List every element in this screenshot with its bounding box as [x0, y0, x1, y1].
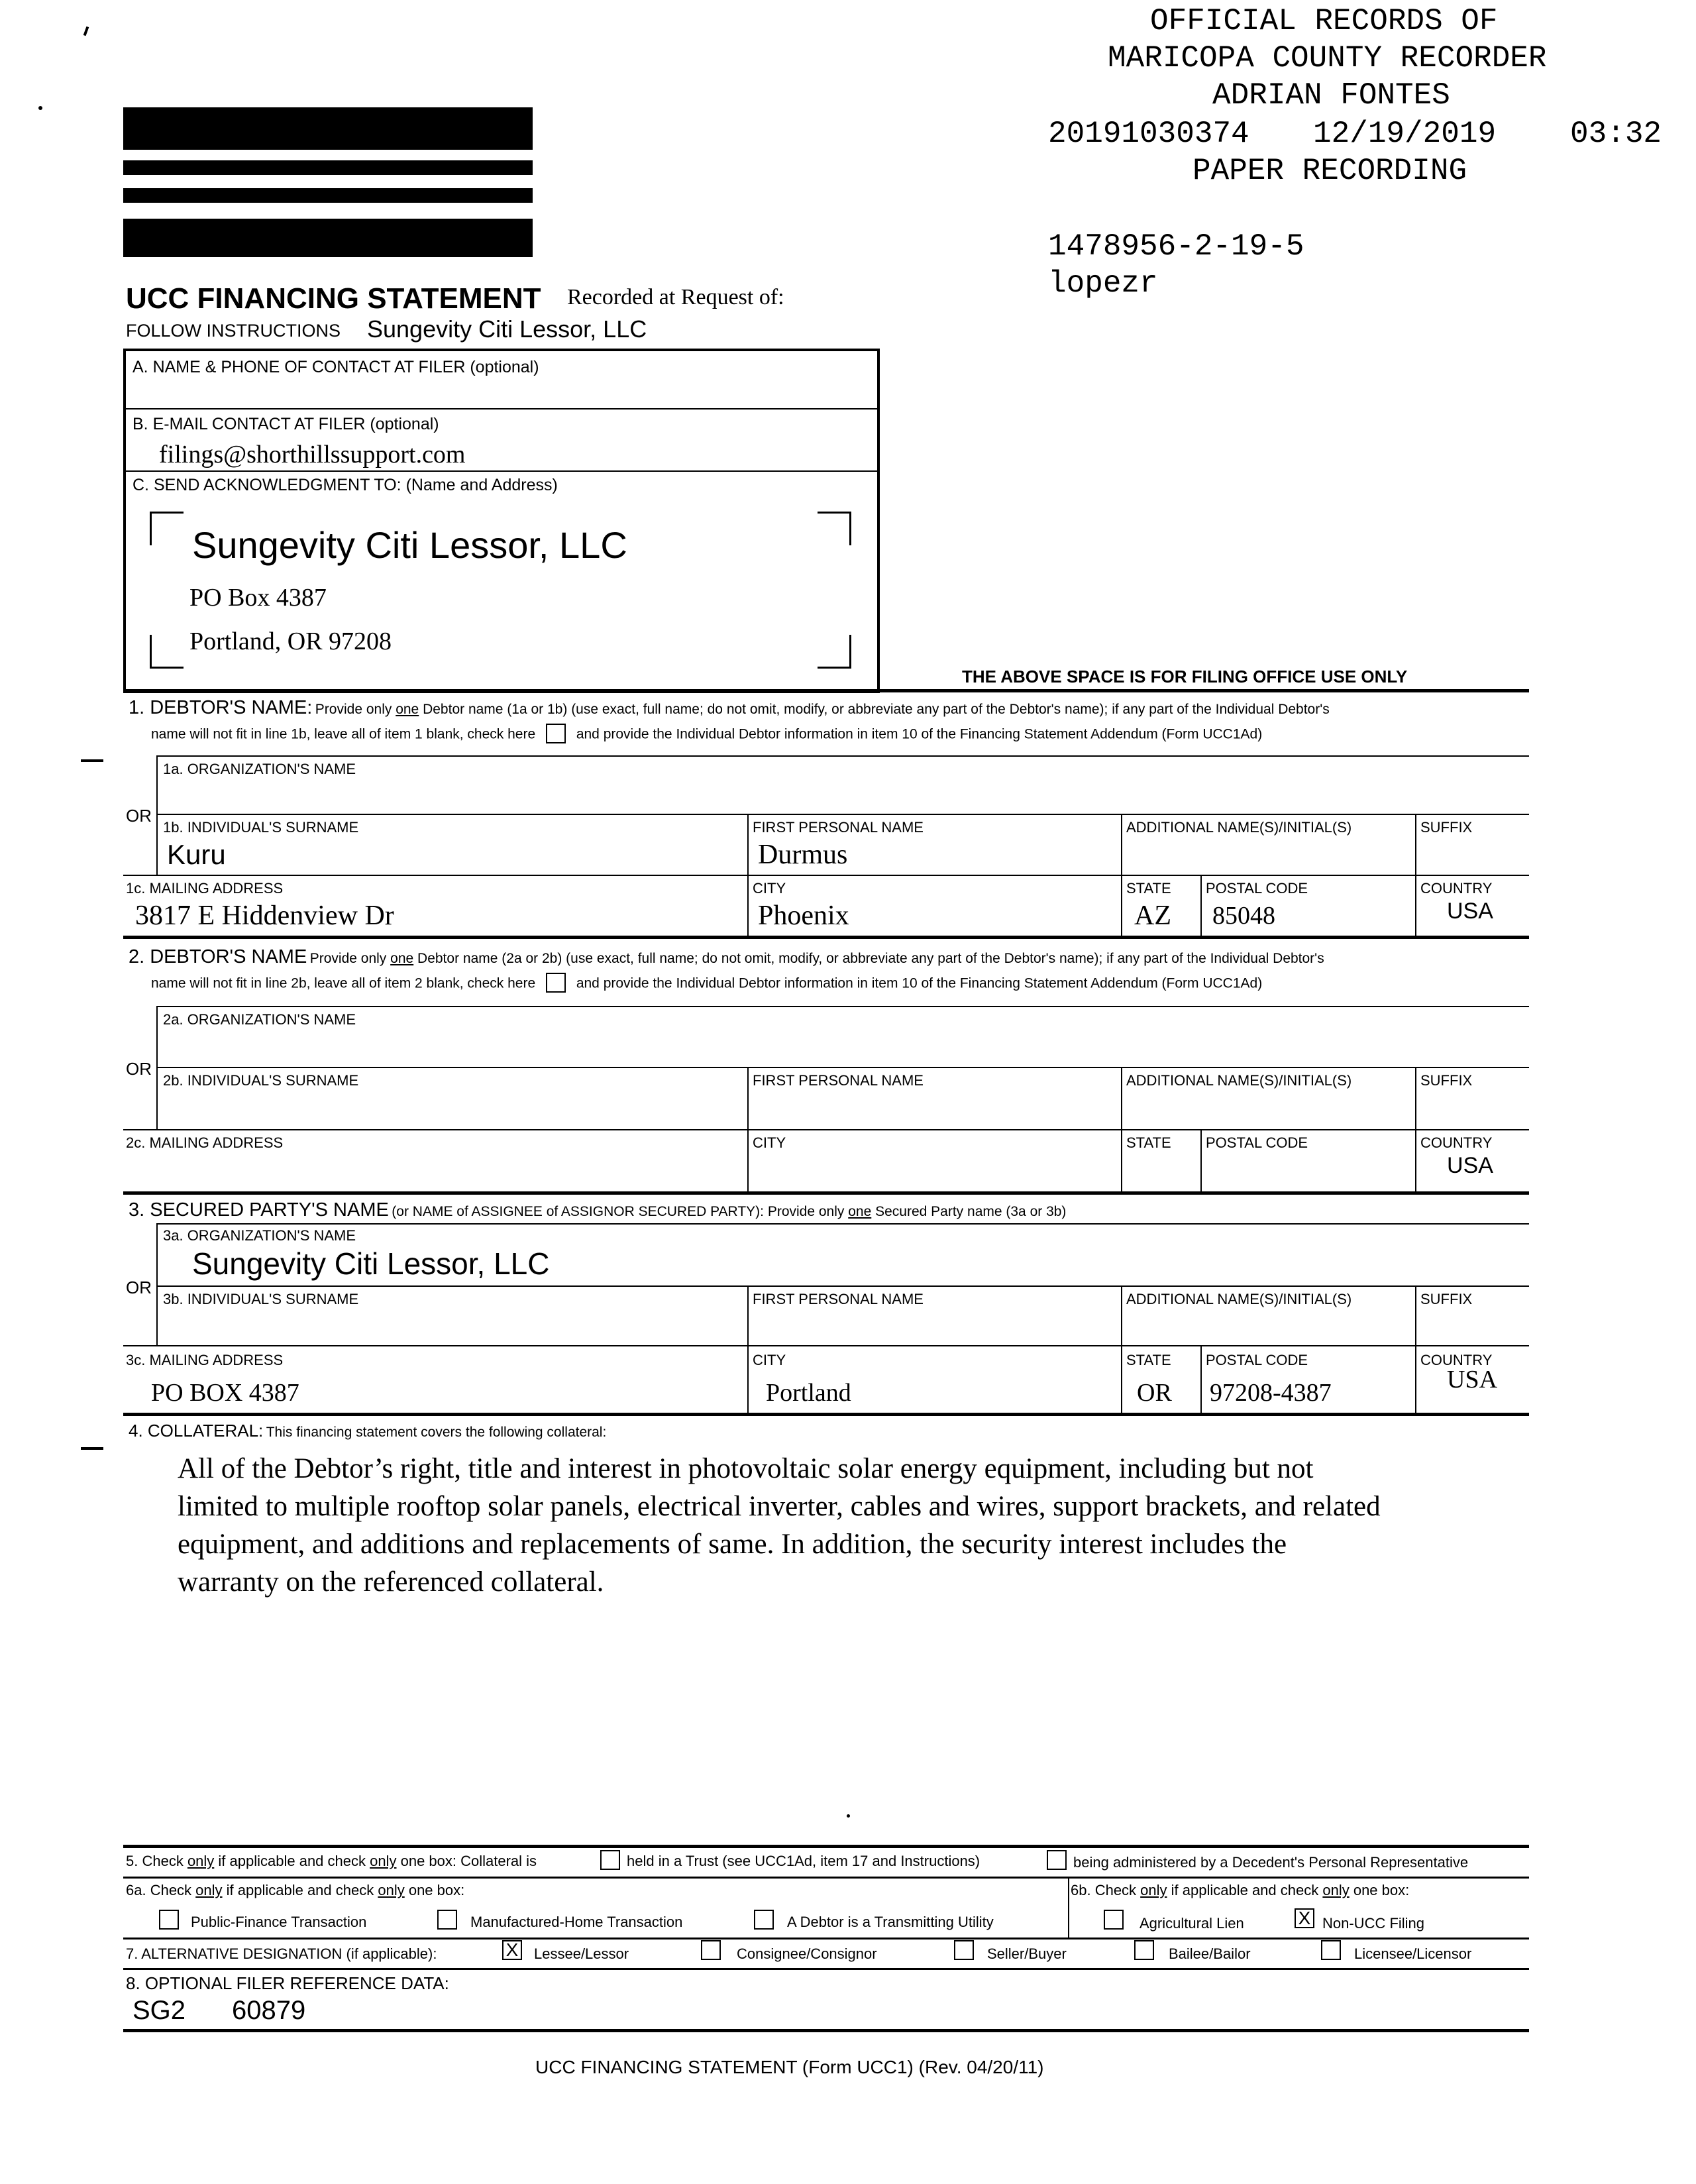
scan-mark	[847, 1814, 850, 1818]
item6a-public-finance-label: Public-Finance Transaction	[191, 1914, 367, 1930]
collateral-line-4: warranty on the referenced collateral.	[178, 1566, 604, 1598]
secured-first-label: FIRST PERSONAL NAME	[753, 1291, 924, 1307]
item5-decedent-checkbox[interactable]	[1047, 1850, 1067, 1870]
debtor1-instr-2a: name will not fit in line 1b, leave all of item 1 blank, check here	[151, 726, 536, 742]
divider	[123, 408, 880, 410]
debtor1-blank-checkbox[interactable]	[546, 724, 566, 743]
recorder-line5: PAPER RECORDING	[1192, 154, 1467, 188]
debtor2-city-label: CITY	[753, 1134, 786, 1151]
debtor2-state-label: STATE	[1126, 1134, 1171, 1151]
divider	[156, 1006, 1529, 1007]
item6a-transmitting-utility-label: A Debtor is a Transmitting Utility	[787, 1914, 994, 1930]
debtor2-instr-2b: and provide the Individual Debtor information in item 10 of the Financing Statement Addendum (Form UCC1Ad)	[576, 975, 1263, 991]
bracket-top-right	[818, 512, 851, 545]
item7-bailee-checkbox[interactable]	[1134, 1940, 1154, 1960]
secured-postal: 97208-4387	[1210, 1379, 1332, 1407]
debtor2-additional-label: ADDITIONAL NAME(S)/INITIAL(S)	[1126, 1072, 1352, 1089]
section-c-label: C. SEND ACKNOWLEDGMENT TO: (Name and Address)	[132, 476, 558, 494]
debtor1-country-label: COUNTRY	[1420, 880, 1493, 897]
divider	[1200, 1129, 1202, 1193]
section-rule	[123, 689, 1529, 692]
section-rule	[123, 1845, 1529, 1848]
debtor1-heading-line	[129, 697, 1330, 719]
debtor2-mail-label: 2c. MAILING ADDRESS	[126, 1134, 284, 1151]
divider	[156, 1067, 1529, 1068]
item6b-non-ucc-label: Non-UCC Filing	[1322, 1915, 1425, 1932]
secured-org: Sungevity Citi Lessor, LLC	[192, 1246, 550, 1281]
item7-seller-checkbox[interactable]	[954, 1940, 974, 1960]
debtor1-mail: 3817 E Hiddenview Dr	[135, 901, 394, 931]
debtor1-postal-label: POSTAL CODE	[1206, 880, 1308, 897]
bracket-top-left	[150, 512, 184, 545]
divider	[123, 1877, 1529, 1879]
divider	[1200, 875, 1202, 936]
collateral-line-1: All of the Debtor’s right, title and interest in photovoltaic solar energy equipment, including but not	[178, 1453, 1314, 1484]
filer-email: filings@shorthillssupport.com	[159, 441, 466, 468]
requester-name: Sungevity Citi Lessor, LLC	[367, 315, 647, 343]
debtor2-postal-label: POSTAL CODE	[1206, 1134, 1308, 1151]
debtor1-state-label: STATE	[1126, 880, 1171, 897]
secured-suffix-label: SUFFIX	[1420, 1291, 1473, 1307]
ack-name: Sungevity Citi Lessor, LLC	[192, 524, 627, 566]
section-a-label: A. NAME & PHONE OF CONTACT AT FILER (optional)	[132, 358, 539, 376]
divider	[123, 470, 880, 472]
divider	[156, 814, 1529, 815]
redaction-bar	[123, 219, 533, 257]
secured-org-label: 3a. ORGANIZATION'S NAME	[163, 1227, 356, 1244]
redaction-bar	[123, 107, 533, 150]
divider	[123, 875, 1529, 876]
debtor2-country: USA	[1447, 1153, 1493, 1178]
secured-heading: 3. SECURED PARTY'S NAME	[129, 1199, 389, 1221]
recorder-line1: OFFICIAL RECORDS OF	[1150, 4, 1498, 38]
debtor1-city-label: CITY	[753, 880, 786, 897]
recorder-doc-number: 20191030374	[1048, 117, 1249, 151]
collateral-heading-line	[129, 1421, 606, 1441]
item7-bailee-label: Bailee/Bailor	[1169, 1945, 1251, 1962]
debtor2-suffix-label: SUFFIX	[1420, 1072, 1473, 1089]
debtor2-country-label: COUNTRY	[1420, 1134, 1493, 1151]
debtor1-first-label: FIRST PERSONAL NAME	[753, 819, 924, 836]
secured-mail-label: 3c. MAILING ADDRESS	[126, 1352, 284, 1368]
item8-value-2: 60879	[232, 1996, 306, 2025]
collateral-line-2: limited to multiple rooftop solar panels, electrical inverter, cables and wires, support brackets, and related	[178, 1491, 1381, 1522]
divider	[1415, 1285, 1416, 1415]
debtor2-first-label: FIRST PERSONAL NAME	[753, 1072, 924, 1089]
item5-trust-label: held in a Trust (see UCC1Ad, item 17 and Instructions)	[627, 1853, 980, 1869]
divider	[123, 1968, 1529, 1970]
recorder-date: 12/19/2019	[1313, 117, 1497, 151]
divider	[156, 755, 1529, 757]
secured-instr: (or NAME of ASSIGNEE of ASSIGNOR SECURED PARTY): Provide only one Secured Party name (3a or 3b)	[392, 1204, 1067, 1219]
debtor1-or: OR	[126, 806, 152, 826]
item6b-agricultural-lien-label: Agricultural Lien	[1140, 1915, 1244, 1932]
item6a-manufactured-home-label: Manufactured-Home Transaction	[470, 1914, 683, 1930]
item7-lessee-checkbox[interactable]: X	[502, 1940, 522, 1960]
collateral-text	[178, 1450, 1381, 1601]
item6b-agricultural-lien-checkbox[interactable]	[1104, 1910, 1124, 1930]
bracket-bottom-left	[150, 635, 184, 669]
item7-seller-label: Seller/Buyer	[987, 1945, 1067, 1962]
debtor1-surname: Kuru	[167, 839, 226, 870]
debtor1-state: AZ	[1134, 901, 1171, 931]
collateral-heading: 4. COLLATERAL:	[129, 1421, 264, 1441]
debtor1-heading: 1. DEBTOR'S NAME:	[129, 697, 313, 718]
divider	[123, 1345, 1529, 1346]
divider	[123, 1129, 1529, 1130]
divider	[156, 1223, 158, 1345]
item7-label: 7. ALTERNATIVE DESIGNATION (if applicable):	[126, 1945, 437, 1962]
divider	[1121, 1285, 1122, 1415]
item5-trust-checkbox[interactable]	[600, 1850, 620, 1870]
item8-value-1: SG2	[132, 1996, 186, 2025]
debtor2-surname-label: 2b. INDIVIDUAL'S SURNAME	[163, 1072, 359, 1089]
item7-lessee-label: Lessee/Lessor	[534, 1945, 629, 1962]
item6a-transmitting-utility-checkbox[interactable]	[754, 1910, 774, 1930]
debtor2-instr-1: Provide only one Debtor name (2a or 2b) (use exact, full name; do not omit, modify, or abbreviate any part of the Debtor's name); if any part of the Individual Debtor's	[309, 951, 1324, 966]
margin-tick	[81, 759, 103, 762]
section-rule	[123, 936, 1529, 939]
divider	[747, 875, 749, 936]
debtor2-heading: 2. DEBTOR'S NAME	[129, 946, 307, 967]
debtor2-instr-2a: name will not fit in line 2b, leave all of item 2 blank, check here	[151, 975, 536, 991]
debtor1-postal: 85048	[1212, 902, 1275, 930]
secured-surname-label: 3b. INDIVIDUAL'S SURNAME	[163, 1291, 359, 1307]
bracket-bottom-right	[818, 635, 851, 669]
recorder-line3: ADRIAN FONTES	[1212, 78, 1450, 113]
recorder-time: 03:32	[1570, 117, 1662, 151]
section-rule	[123, 1413, 1529, 1416]
debtor1-org-label: 1a. ORGANIZATION'S NAME	[163, 761, 356, 777]
recorder-ref: 1478956-2-19-5	[1048, 229, 1304, 264]
item6a-manufactured-home-checkbox[interactable]	[437, 1910, 457, 1930]
divider	[156, 1285, 1529, 1287]
scan-mark	[38, 106, 42, 110]
item6a-public-finance-checkbox[interactable]	[159, 1910, 179, 1930]
secured-or: OR	[126, 1278, 152, 1297]
debtor1-surname-label: 1b. INDIVIDUAL'S SURNAME	[163, 819, 359, 836]
debtor2-instr-2-line	[151, 974, 1262, 994]
recorder-clerk: lopezr	[1048, 266, 1158, 301]
ack-address-1: PO Box 4387	[189, 584, 327, 612]
item6a-label-line: 6a. Check only if applicable and check only one box:	[126, 1882, 465, 1898]
item5-decedent-label: being administered by a Decedent's Personal Representative	[1073, 1854, 1469, 1871]
secured-state: OR	[1137, 1379, 1172, 1407]
ack-address-2: Portland, OR 97208	[189, 628, 392, 655]
debtor1-additional-label: ADDITIONAL NAME(S)/INITIAL(S)	[1126, 819, 1352, 836]
divider	[747, 1285, 749, 1415]
debtor1-instr-2b: and provide the Individual Debtor information in item 10 of the Financing Statement Addendum (Form UCC1Ad)	[576, 726, 1263, 742]
debtor1-instr-2-line	[151, 725, 1262, 745]
item8-label: 8. OPTIONAL FILER REFERENCE DATA:	[126, 1973, 449, 1993]
divider	[747, 814, 749, 875]
margin-tick	[81, 1447, 103, 1450]
collateral-instr: This financing statement covers the following collateral:	[266, 1425, 607, 1440]
recorded-at-label: Recorded at Request of:	[567, 285, 784, 309]
section-b-label: B. E-MAIL CONTACT AT FILER (optional)	[132, 415, 439, 433]
form-title: UCC FINANCING STATEMENT	[126, 282, 541, 315]
divider	[1068, 1877, 1069, 1938]
scan-mark	[83, 27, 89, 36]
redaction-bar	[123, 188, 533, 203]
item7-licensee-label: Licensee/Licensor	[1354, 1945, 1472, 1962]
divider	[156, 755, 158, 875]
follow-instructions: FOLLOW INSTRUCTIONS	[126, 321, 341, 341]
redaction-bar	[123, 160, 533, 175]
divider	[156, 1223, 1529, 1225]
debtor2-org-label: 2a. ORGANIZATION'S NAME	[163, 1011, 356, 1028]
debtor1-suffix-label: SUFFIX	[1420, 819, 1473, 836]
item5-label-line: 5. Check only if applicable and check only one box: Collateral is	[126, 1853, 537, 1869]
item7-consignee-checkbox[interactable]	[701, 1940, 721, 1960]
item6b-label-line: 6b. Check only if applicable and check only one box:	[1071, 1882, 1410, 1898]
item7-licensee-checkbox[interactable]	[1321, 1940, 1341, 1960]
recorder-line2: MARICOPA COUNTY RECORDER	[1108, 41, 1547, 76]
filing-office-note: THE ABOVE SPACE IS FOR FILING OFFICE USE ONLY	[962, 667, 1408, 686]
item7-consignee-label: Consignee/Consignor	[737, 1945, 877, 1962]
secured-country-label: COUNTRY	[1420, 1352, 1493, 1368]
section-rule	[123, 2029, 1529, 2032]
debtor2-heading-line	[129, 946, 1324, 968]
secured-heading-line	[129, 1199, 1066, 1221]
secured-state-label: STATE	[1126, 1352, 1171, 1368]
debtor1-city: Phoenix	[758, 901, 849, 931]
divider	[123, 1938, 1529, 1939]
section-rule	[123, 1191, 1529, 1195]
debtor2-blank-checkbox[interactable]	[546, 973, 566, 993]
collateral-line-3: equipment, and additions and replacements of same. In addition, the security interest includes the	[178, 1529, 1287, 1560]
secured-mail: PO BOX 4387	[151, 1379, 299, 1407]
debtor1-first: Durmus	[758, 840, 848, 870]
form-footer: UCC FINANCING STATEMENT (Form UCC1) (Rev. 04/20/11)	[535, 2057, 1044, 2077]
debtor2-or: OR	[126, 1059, 152, 1079]
divider	[1200, 1345, 1202, 1415]
secured-country: USA	[1447, 1366, 1498, 1393]
secured-additional-label: ADDITIONAL NAME(S)/INITIAL(S)	[1126, 1291, 1352, 1307]
item6b-non-ucc-checkbox[interactable]: X	[1295, 1908, 1314, 1928]
secured-city-label: CITY	[753, 1352, 786, 1368]
secured-city: Portland	[766, 1379, 851, 1407]
debtor1-country: USA	[1447, 899, 1493, 924]
debtor1-instr-1: Provide only one Debtor name (1a or 1b) (use exact, full name; do not omit, modify, or abbreviate any part of the Debtor's name); if any part of the Individual Debtor's	[315, 702, 1330, 717]
debtor1-mail-label: 1c. MAILING ADDRESS	[126, 880, 284, 897]
secured-postal-label: POSTAL CODE	[1206, 1352, 1308, 1368]
